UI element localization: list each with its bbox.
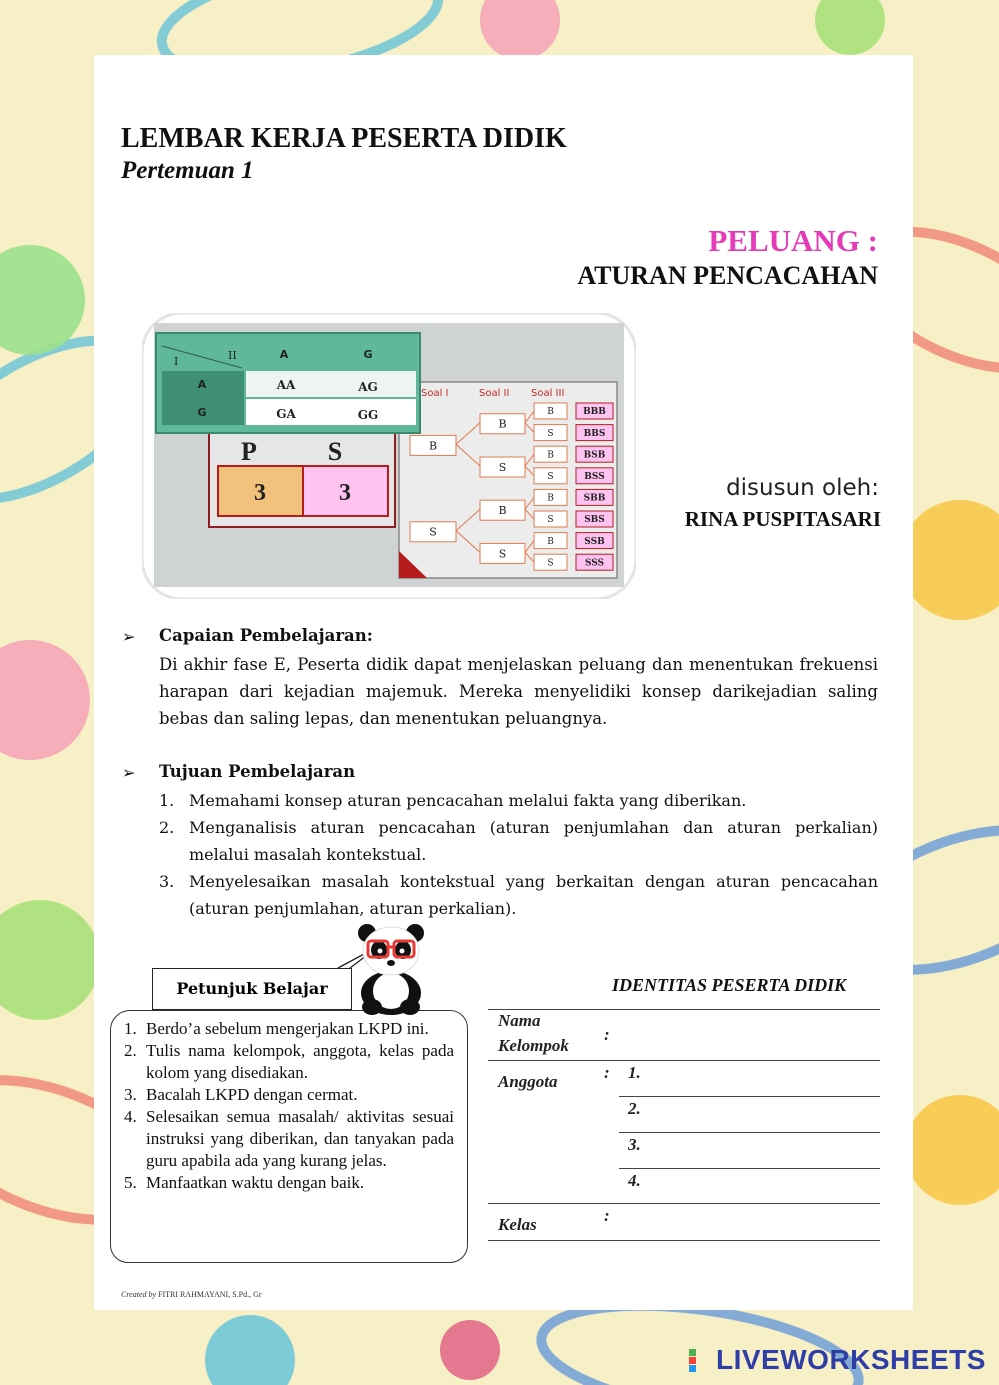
kelas-label: Kelas [498, 1215, 537, 1234]
list-item [159, 787, 878, 814]
tree-node-level3: S [547, 471, 554, 482]
table-cell-gg: GG [357, 408, 379, 422]
tree-outcome: BSS [584, 471, 605, 482]
topic-subtitle: ATURAN PENCACAHAN [577, 261, 878, 290]
ps-value-p: 3 [254, 480, 266, 506]
table-col-g: G [363, 348, 373, 361]
list-item-text: Manfaatkan waktu dengan baik. [146, 1173, 365, 1192]
tree-outcome: SBS [584, 515, 605, 526]
footer-created-by: Created by [121, 1290, 157, 1299]
author-label: disusun oleh: [726, 475, 879, 501]
list-item-text: Menyelesaikan masalah kontekstual yang berkaitan dengan aturan pencacahan (aturan penjumlahan, aturan perkalian). [189, 872, 878, 918]
list-item [159, 814, 878, 868]
tree-node-level3: B [547, 536, 554, 547]
list-item [124, 1040, 454, 1084]
capaian-text: Di akhir fase E, Peserta didik dapat menjelaskan peluang dan menentukan frekuensi harapan dari kejadian majemuk. Mereka menyelidiki konsep darikejadian saling bebas dan saling lepas, dan menentukan peluangnya. [159, 655, 878, 728]
list-item [124, 1172, 454, 1194]
colon: : [604, 1025, 610, 1044]
list-item-text: Selesaikan semua masalah/ aktivitas sesuai instruksi yang diberikan, dan tanyakan pada guru apabila ada yang kurang jelas. [146, 1107, 454, 1170]
table-corner-left: I [174, 355, 179, 368]
table-cell-aa: AA [276, 378, 296, 392]
tree-outcome: SSB [584, 536, 605, 547]
tree-node-level2: B [498, 417, 507, 431]
tree-header-3: Soal III [531, 388, 565, 399]
table-corner-right: II [228, 349, 237, 362]
page-subtitle: Pertemuan 1 [121, 157, 254, 184]
tree-node-level3: B [547, 493, 554, 504]
tree-node-level1: B [428, 439, 438, 453]
list-item-number: 1. [159, 791, 175, 810]
page-title: LEMBAR KERJA PESERTA DIDIK [121, 123, 567, 154]
list-item-number: 3. [159, 872, 175, 891]
tree-node-level2: B [498, 504, 507, 518]
nama-kelompok-label-2: Kelompok [498, 1036, 569, 1055]
counting-rule-illustration [142, 313, 636, 599]
nama-kelompok-label-1: Nama [498, 1011, 541, 1030]
petunjuk-list [124, 1018, 454, 1194]
divider [488, 1203, 880, 1204]
tree-outcome: SSS [584, 558, 605, 569]
divider [488, 1240, 880, 1241]
petunjuk-title: Petunjuk Belajar [152, 968, 352, 1010]
bullet-arrow-icon: ➢ [122, 627, 136, 646]
table-col-a: A [279, 348, 289, 361]
tujuan-list [159, 787, 878, 922]
tree-outcome: BBB [583, 407, 606, 418]
tree-node-level3: B [547, 450, 554, 461]
liveworksheets-logo-icon [689, 1349, 713, 1373]
member-4-field[interactable] [650, 1171, 880, 1201]
colon: : [604, 1206, 610, 1225]
tree-header-2: Soal II [479, 388, 510, 399]
divider [619, 1096, 880, 1097]
ps-label-p: P [241, 437, 257, 466]
list-item-text: Menganalisis aturan pencacahan (aturan penjumlahan dan aturan perkalian) melalui masalah kontekstual. [189, 818, 878, 864]
topic-title: PELUANG : [708, 223, 878, 258]
tree-outcome: SBB [583, 493, 606, 504]
list-item [124, 1084, 454, 1106]
author-name: RINA PUSPITASARI [684, 507, 881, 531]
list-item-text: Tulis nama kelompok, anggota, kelas pada kolom yang disediakan. [146, 1041, 454, 1082]
tujuan-heading: Tujuan Pembelajaran [159, 762, 356, 781]
divider [619, 1168, 880, 1169]
list-item [159, 868, 878, 922]
tree-node-level3: S [547, 558, 554, 569]
list-item-text: Bacalah LKPD dengan cermat. [146, 1085, 358, 1104]
footer-creator: FITRI RAHMAYANI, S.Pd., Gr [158, 1290, 262, 1299]
panda-mascot-icon [352, 921, 430, 1017]
list-item [124, 1106, 454, 1172]
liveworksheets-watermark[interactable]: LIVEWORKSHEETS [716, 1344, 986, 1375]
nama-kelompok-field[interactable] [624, 1013, 880, 1059]
ps-value-s: 3 [339, 480, 351, 506]
list-item-number: 1. [124, 1019, 137, 1038]
list-item-number: 2. [124, 1041, 137, 1060]
member-number: 2. [628, 1099, 641, 1118]
divider [488, 1009, 880, 1010]
tree-node-level1: S [429, 525, 437, 539]
tree-header-1: Soal I [421, 388, 449, 399]
tree-outcome: BSB [583, 450, 606, 461]
bullet-arrow-icon: ➢ [122, 763, 136, 782]
list-item-number: 3. [124, 1085, 137, 1104]
table-cell-ag: AG [358, 380, 378, 394]
member-number: 4. [628, 1171, 641, 1190]
divider [488, 1060, 880, 1061]
tree-node-level2: S [498, 460, 507, 474]
member-number: 3. [628, 1135, 641, 1154]
colon: : [604, 1063, 610, 1082]
member-1-field[interactable] [650, 1063, 880, 1093]
footer-credit [121, 1290, 262, 1299]
capaian-heading: Capaian Pembelajaran: [159, 626, 373, 645]
tree-node-level3: B [547, 407, 554, 418]
list-item-number: 5. [124, 1173, 137, 1192]
member-3-field[interactable] [650, 1135, 880, 1165]
identitas-title: IDENTITAS PESERTA DIDIK [612, 975, 847, 995]
tree-node-level3: S [547, 428, 554, 439]
worksheet-page [94, 55, 913, 1310]
kelas-field[interactable] [624, 1207, 880, 1237]
ps-label-s: S [327, 437, 343, 466]
divider [619, 1132, 880, 1133]
tree-outcome: BBS [583, 428, 606, 439]
list-item-text: Berdo’a sebelum mengerjakan LKPD ini. [146, 1019, 429, 1038]
tree-node-level3: S [547, 515, 554, 526]
list-item-number: 2. [159, 818, 175, 837]
table-row-a: A [197, 378, 207, 391]
member-2-field[interactable] [650, 1099, 880, 1129]
tree-node-level2: S [498, 547, 507, 561]
list-item-number: 4. [124, 1107, 137, 1126]
table-cell-ga: GA [276, 407, 296, 421]
list-item-text: Memahami konsep aturan pencacahan melalui fakta yang diberikan. [189, 791, 747, 810]
table-row-g: G [197, 406, 207, 419]
anggota-label: Anggota [498, 1072, 558, 1091]
list-item [124, 1018, 454, 1040]
member-number: 1. [628, 1063, 641, 1082]
